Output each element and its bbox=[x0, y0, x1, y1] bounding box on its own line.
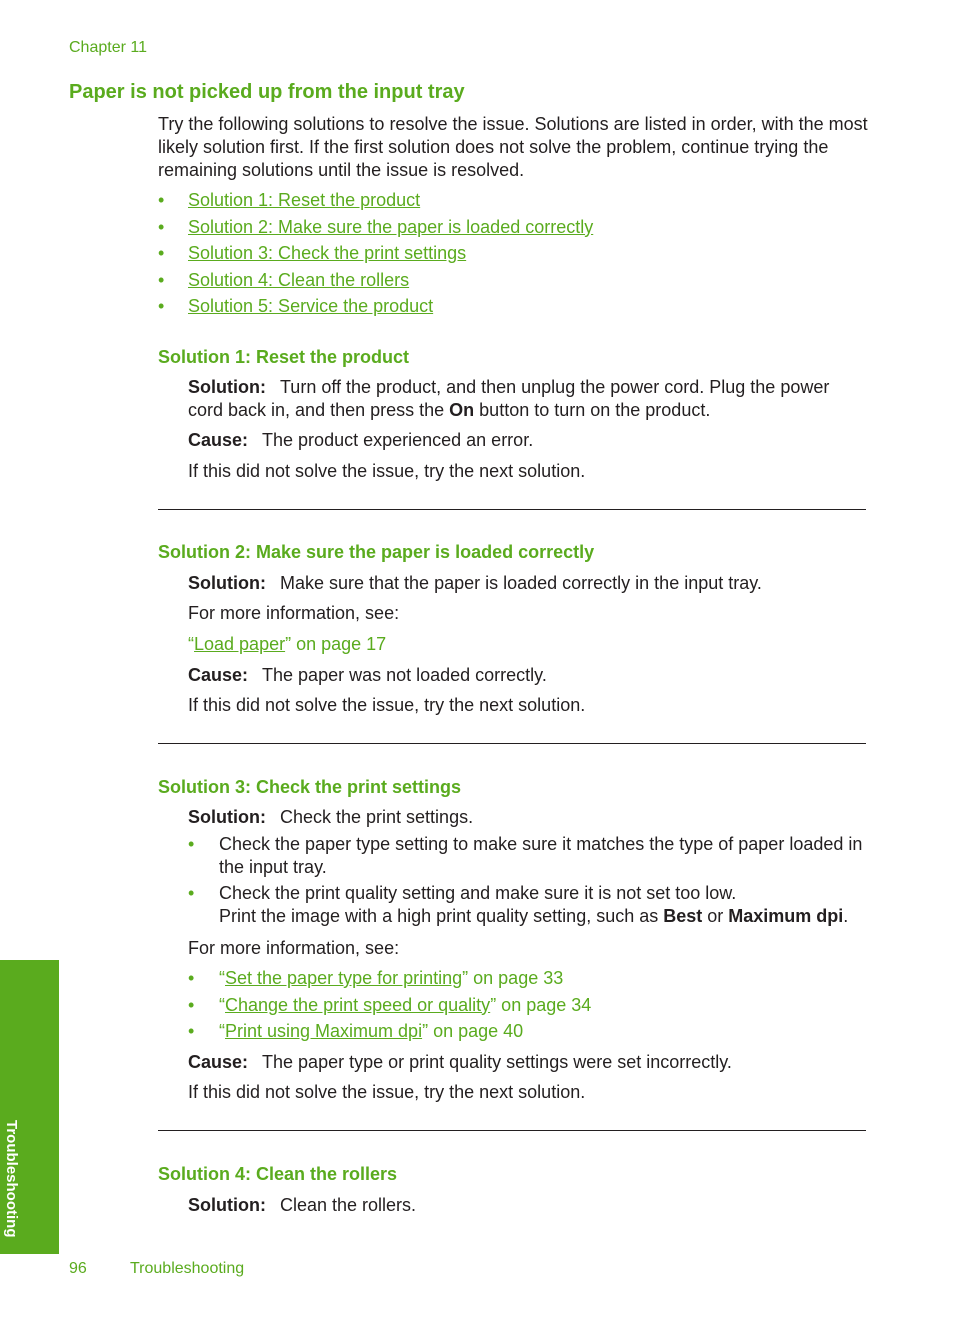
bullet-icon: • bbox=[158, 216, 165, 237]
page-number: 96 bbox=[69, 1260, 87, 1277]
solution-2-heading: Solution 2: Make sure the paper is loaded correctly bbox=[158, 542, 595, 562]
solution-1-cause bbox=[188, 429, 868, 452]
bullet-icon: • bbox=[158, 190, 165, 210]
list-item bbox=[158, 216, 593, 243]
solution-3-text bbox=[188, 806, 868, 829]
list-item bbox=[158, 189, 593, 216]
cause-text: The paper was not loaded correctly. bbox=[262, 665, 547, 685]
page-ref: ” on page 34 bbox=[490, 994, 592, 1015]
cause-text: The product experienced an error. bbox=[262, 430, 534, 450]
divider bbox=[158, 509, 866, 510]
solution-3-references bbox=[188, 967, 878, 1047]
or-text: or bbox=[702, 906, 729, 926]
cause-text: The paper type or print quality settings were set incorrectly. bbox=[262, 1052, 732, 1072]
toc-link-solution-1[interactable]: Solution 1: Reset the product bbox=[188, 190, 421, 210]
side-tab-label: Troubleshooting bbox=[3, 1120, 20, 1238]
step-text-line-1: Check the print quality setting and make sure it is not set too low. bbox=[219, 883, 737, 903]
divider bbox=[158, 1130, 866, 1131]
page-ref: ” on page 33 bbox=[462, 968, 564, 988]
reference bbox=[188, 633, 868, 656]
solution-text: Make sure that the paper is loaded correctly in the input tray. bbox=[279, 573, 762, 593]
next-solution-note: If this did not solve the issue, try the next solution. bbox=[188, 695, 586, 715]
list-item bbox=[188, 994, 878, 1021]
solution-label: Solution: bbox=[188, 807, 266, 827]
solution-label: Solution: bbox=[188, 377, 266, 397]
solution-2-cause bbox=[188, 664, 868, 687]
solution-1-text-a: Turn off the product, and then unplug the power cord. Plug the power cord back in, and then press the bbox=[188, 377, 830, 420]
bullet-icon: • bbox=[158, 243, 165, 263]
bullet-icon: • bbox=[158, 296, 165, 316]
bullet-icon: • bbox=[188, 834, 195, 854]
solution-label: Solution: bbox=[188, 573, 266, 593]
solution-1-text-b: button to turn on the product. bbox=[474, 400, 711, 420]
solution-text: Clean the rollers. bbox=[279, 1195, 417, 1215]
list-item bbox=[188, 882, 878, 928]
step-text: Check the paper type setting to make sure it matches the type of paper loaded in the input tray. bbox=[219, 834, 863, 877]
solution-1-heading: Solution 1: Reset the product bbox=[158, 347, 410, 367]
cause-label: Cause: bbox=[188, 430, 249, 450]
divider bbox=[158, 743, 866, 744]
list-item bbox=[188, 967, 878, 994]
chapter-label: Chapter 11 bbox=[69, 39, 147, 56]
toc-link-solution-3[interactable]: Solution 3: Check the print settings bbox=[188, 243, 467, 263]
next-solution-note: If this did not solve the issue, try the next solution. bbox=[188, 1082, 586, 1102]
bullet-icon: • bbox=[188, 883, 195, 903]
next-solution-note: If this did not solve the issue, try the next solution. bbox=[188, 461, 586, 481]
cause-label: Cause: bbox=[188, 1052, 249, 1072]
solution-3-heading: Solution 3: Check the print settings bbox=[158, 777, 462, 797]
list-item bbox=[188, 1020, 878, 1047]
open-quote: “ bbox=[188, 634, 194, 654]
solutions-list bbox=[158, 189, 593, 322]
page-ref: ” on page 17 bbox=[285, 634, 387, 654]
open-quote: “ bbox=[219, 994, 225, 1015]
load-paper-link[interactable]: Load paper bbox=[194, 634, 286, 654]
solution-2-text bbox=[188, 572, 868, 595]
page-title: Paper is not picked up from the input tray bbox=[69, 81, 465, 103]
print-speed-link[interactable]: Change the print speed or quality bbox=[225, 994, 491, 1015]
bullet-icon: • bbox=[188, 994, 195, 1015]
solution-1-text bbox=[188, 376, 868, 422]
maximum-dpi-link[interactable]: Print using Maximum dpi bbox=[225, 1021, 423, 1041]
more-info-label: For more information, see: bbox=[188, 938, 400, 958]
intro-paragraph: Try the following solutions to resolve the issue. Solutions are listed in order, with the most likely solution first. If the first solution does not solve the problem, continue trying the remaining solutions until the issue is resolved. bbox=[158, 114, 868, 180]
open-quote: “ bbox=[219, 1021, 225, 1041]
period: . bbox=[843, 906, 849, 926]
solution-3-cause bbox=[188, 1051, 868, 1074]
step-text-line-2: Print the image with a high print quality setting, such as bbox=[219, 906, 664, 926]
list-item bbox=[158, 295, 593, 322]
toc-link-solution-2[interactable]: Solution 2: Make sure the paper is loaded correctly bbox=[188, 216, 594, 237]
list-item bbox=[158, 269, 593, 296]
bullet-icon: • bbox=[188, 968, 195, 988]
solution-label: Solution: bbox=[188, 1195, 266, 1215]
solution-text: Check the print settings. bbox=[279, 807, 474, 827]
toc-link-solution-5[interactable]: Solution 5: Service the product bbox=[188, 296, 434, 316]
open-quote: “ bbox=[219, 968, 225, 988]
step-text bbox=[219, 882, 848, 928]
cause-label: Cause: bbox=[188, 665, 249, 685]
bullet-icon: • bbox=[158, 269, 165, 290]
bullet-icon: • bbox=[188, 1021, 195, 1041]
toc-link-solution-4[interactable]: Solution 4: Clean the rollers bbox=[188, 269, 410, 290]
footer-section: Troubleshooting bbox=[130, 1260, 245, 1277]
list-item bbox=[158, 242, 593, 269]
maximum-dpi-term: Maximum dpi bbox=[728, 906, 844, 926]
page-ref: ” on page 40 bbox=[422, 1021, 524, 1041]
list-item bbox=[188, 833, 878, 879]
best-term: Best bbox=[663, 906, 703, 926]
solution-3-steps bbox=[188, 833, 878, 928]
more-info-label: For more information, see: bbox=[188, 603, 400, 623]
solution-4-text bbox=[188, 1194, 868, 1217]
on-button-term: On bbox=[449, 400, 475, 420]
paper-type-link[interactable]: Set the paper type for printing bbox=[225, 968, 463, 988]
solution-4-heading: Solution 4: Clean the rollers bbox=[158, 1164, 398, 1184]
